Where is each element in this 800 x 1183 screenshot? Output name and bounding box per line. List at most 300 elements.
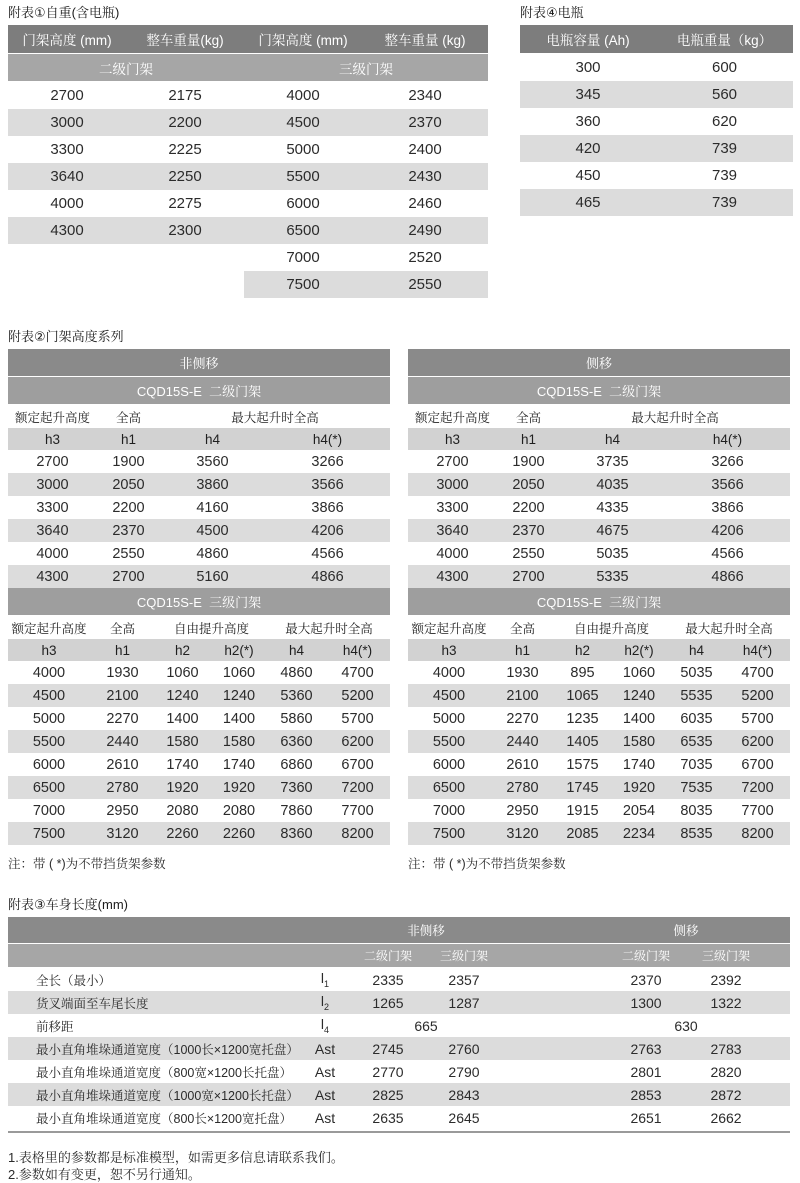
table-row [520, 54, 793, 82]
table-row [8, 968, 790, 992]
table-group-header-row [8, 944, 790, 968]
mast-sideshift-block [408, 349, 790, 872]
table-cell: 1240 [155, 684, 210, 707]
mast-nonsideshift-three-stage-table [8, 588, 390, 845]
table-cell: 2780 [90, 776, 155, 799]
footnote: 注：带 ( *)为不带挡货架参数 [8, 857, 166, 871]
table-cell: 2520 [408, 249, 442, 266]
table-cell: 5860 [280, 710, 313, 727]
table-row [8, 776, 390, 799]
table-cell: 5700 [341, 710, 374, 727]
table-row [8, 450, 390, 473]
table-cell: 600 [711, 59, 738, 76]
table-cell: 1060 [622, 664, 656, 681]
table-cell: 3566 [665, 473, 790, 496]
table-row [8, 730, 390, 753]
table-cell: 2085 [555, 822, 610, 845]
table-cell: 2645 [448, 1109, 480, 1126]
table-cell: 2651 [630, 1109, 662, 1126]
table-cell: 4300 [408, 565, 497, 588]
table-cell: 最小直角堆垛通道宽度（1000长×1200宽托盘） [8, 1037, 300, 1060]
table-group-header-row [8, 405, 390, 429]
table-cell: $l_1$ [320, 970, 330, 989]
table-cell [502, 991, 606, 1014]
band-label: 侧移 [606, 917, 766, 944]
table-row [8, 244, 488, 271]
table-group-header-row [408, 405, 790, 429]
band-label: CQD15S-E 二级门架 [8, 377, 390, 405]
footer-notes [8, 1149, 792, 1183]
table-row [8, 707, 390, 730]
table-cell: 2783 [686, 1037, 766, 1060]
table-cell: 2950 [106, 802, 139, 819]
table-cell: 3566 [265, 473, 390, 496]
column-header: h2 [555, 639, 610, 661]
table-cell: 1740 [222, 756, 256, 773]
column-header: h4(*) [665, 428, 790, 450]
table-cell: 2200 [512, 499, 545, 516]
table-cell [502, 1014, 606, 1037]
table-row [8, 1060, 790, 1083]
column-header: 门架高度 (mm) [8, 25, 126, 54]
table-cell: 3866 [311, 499, 344, 516]
table-cell: 2801 [630, 1063, 662, 1080]
band-spacer [8, 944, 350, 968]
table-cell: 1900 [112, 453, 145, 470]
table-cell: 1740 [622, 756, 656, 773]
table-cell: 2760 [426, 1037, 502, 1060]
table-cell: 7500 [244, 271, 362, 298]
band-spacer [502, 944, 606, 968]
table-cell: 7035 [680, 756, 713, 773]
table-cell: 1930 [106, 664, 139, 681]
table-cell [502, 968, 606, 992]
table-cell: 3300 [436, 499, 469, 516]
table-cell: 4000 [36, 545, 69, 562]
table-cell: 2250 [126, 163, 244, 190]
table-cell: 8200 [725, 822, 790, 845]
table-cell: 560 [656, 81, 793, 108]
group-header: 二级门架 [606, 944, 686, 968]
table-cell: 1920 [610, 776, 668, 799]
table4-title: 附表④电瓶 [520, 5, 584, 20]
table-cell: 7860 [280, 802, 313, 819]
table-cell: 4300 [8, 217, 126, 244]
table-cell [502, 1037, 606, 1060]
table-cell: 2440 [90, 730, 155, 753]
band-label: 非侧移 [8, 349, 390, 377]
table-cell: 2340 [408, 87, 442, 104]
table-row [408, 799, 790, 822]
table-cell: 5500 [8, 730, 90, 753]
group-header: 全高 [497, 405, 560, 429]
table-cell: 3000 [8, 109, 126, 136]
table-cell: 7500 [8, 822, 90, 845]
table-cell: 6000 [32, 756, 66, 773]
table-row [408, 473, 790, 496]
column-header: h1 [490, 639, 555, 661]
table-row [8, 991, 790, 1014]
model-band [8, 588, 390, 616]
table-cell [8, 271, 126, 298]
footer-note-line: 1.表格里的参数都是标准模型，如需更多信息请联系我们。 [8, 1150, 344, 1165]
table-cell: 2635 [372, 1109, 404, 1126]
column-header: h2(*) [610, 639, 668, 661]
table-cell: 2550 [512, 545, 545, 562]
table-cell: 7000 [432, 802, 466, 819]
group-header: 全高 [97, 405, 160, 429]
group-header: 最大起升时全高 [160, 405, 390, 429]
table-row [408, 661, 790, 684]
table-cell: 6500 [244, 217, 362, 244]
table-cell: 6860 [280, 756, 313, 773]
table-cell: 4500 [160, 519, 265, 542]
table-cell: 2392 [710, 971, 742, 988]
column-header: 整车重量(kg) [126, 25, 244, 54]
table-cell: 3640 [8, 519, 97, 542]
section-band [408, 349, 790, 377]
table-cell: 4000 [286, 87, 320, 104]
table-cell: 3266 [711, 453, 744, 470]
table-cell: 全长（最小） [36, 973, 112, 988]
table-cell: 8535 [668, 822, 725, 845]
table-row [8, 684, 390, 707]
model-band [408, 377, 790, 405]
table-row [408, 822, 790, 845]
table-cell [766, 991, 790, 1014]
table-cell: $l_4$ [320, 1016, 330, 1035]
table-cell: Ast [300, 1083, 350, 1106]
table-row [8, 799, 390, 822]
footer-note-line: 2.参数如有变更，恕不另行通知。 [8, 1167, 201, 1182]
table-cell: 货叉端面至车尾长度 [8, 991, 300, 1014]
table-cell: 620 [711, 113, 738, 130]
column-header: h4(*) [725, 639, 790, 661]
table-cell: 5500 [244, 163, 362, 190]
table-header-row [408, 428, 790, 450]
table-cell: 2054 [622, 802, 656, 819]
column-header: h3 [408, 639, 490, 661]
table-row [8, 542, 390, 565]
table-cell: 2700 [97, 565, 160, 588]
table-cell [502, 1083, 606, 1106]
group-header: 额定起升高度 [408, 405, 497, 429]
table-cell: 4160 [196, 499, 229, 516]
table-cell: 6200 [325, 730, 390, 753]
table-cell: 4566 [711, 545, 744, 562]
table-cell: 7200 [325, 776, 390, 799]
table-cell: 8035 [680, 802, 713, 819]
table-cell: 4000 [32, 664, 66, 681]
table-cell: 3866 [711, 499, 744, 516]
group-header: 全高 [490, 616, 555, 640]
table-cell: 4335 [596, 499, 629, 516]
table-cell: 5335 [560, 565, 665, 588]
section-band [8, 917, 790, 944]
table-row [408, 707, 790, 730]
table-cell: 3266 [311, 453, 344, 470]
group-header: 额定起升高度 [8, 616, 90, 640]
table-cell: 3000 [8, 473, 97, 496]
table-cell: 1400 [622, 710, 656, 727]
table-cell: 2270 [106, 710, 139, 727]
table-cell: 3300 [36, 499, 69, 516]
table-cell: 2440 [490, 730, 555, 753]
table-row [520, 135, 793, 162]
table-cell: 1235 [566, 710, 599, 727]
table-cell [502, 1060, 606, 1083]
table-cell: 6000 [286, 195, 320, 212]
group-header: 最大起升时全高 [268, 616, 390, 640]
column-header: h2 [155, 639, 210, 661]
table3-title: 附表③车身长度(mm) [8, 897, 128, 912]
table-cell: 4206 [265, 519, 390, 542]
table-cell: 2745 [350, 1037, 426, 1060]
model-band [8, 377, 390, 405]
table-row [408, 753, 790, 776]
band-label: CQD15S-E 三级门架 [408, 588, 790, 616]
table-cell: 6200 [725, 730, 790, 753]
table-cell: 3640 [408, 519, 497, 542]
group-header: 最大起升时全高 [560, 405, 790, 429]
table1-title: 附表①自重(含电瓶) [8, 5, 120, 20]
table-cell: 2270 [506, 710, 539, 727]
table-cell: 2100 [90, 684, 155, 707]
table-cell: 2763 [606, 1037, 686, 1060]
table-cell: 2700 [36, 453, 69, 470]
table-cell: 665 [414, 1017, 438, 1034]
table-cell: 6535 [668, 730, 725, 753]
table-cell: 1300 [606, 991, 686, 1014]
column-header: h3 [8, 428, 97, 450]
table-cell: 最小直角堆垛通道宽度（800宽×1200长托盘） [36, 1065, 292, 1080]
table-cell: 2080 [166, 802, 199, 819]
table-cell: 前移距 [36, 1019, 74, 1034]
table-group-header-row [8, 54, 488, 82]
group-header: 三级门架 [686, 944, 766, 968]
table-cell: 2700 [497, 565, 560, 588]
table-group-header-row [8, 616, 390, 640]
table-bottom-rule [8, 1131, 790, 1133]
table-cell: 2080 [222, 802, 256, 819]
table-header-row [8, 428, 390, 450]
table-cell: 5700 [741, 710, 774, 727]
table-cell: 6035 [680, 710, 713, 727]
table-cell: 1580 [210, 730, 268, 753]
group-header: 自由提升高度 [155, 616, 268, 640]
table-cell: 1580 [155, 730, 210, 753]
mast-height-section [8, 349, 792, 872]
table-cell: 2260 [155, 822, 210, 845]
band-label: CQD15S-E 二级门架 [408, 377, 790, 405]
table-row [8, 163, 488, 190]
table-cell [766, 1083, 790, 1106]
table-cell [126, 271, 244, 298]
table-cell: 630 [674, 1017, 698, 1034]
table-cell [766, 1060, 790, 1083]
column-header: h1 [97, 428, 160, 450]
table-cell: 739 [656, 135, 793, 162]
table-row [8, 109, 488, 136]
table-row [520, 108, 793, 135]
table-cell: 739 [656, 189, 793, 216]
table-cell: 7360 [268, 776, 325, 799]
table-cell: 420 [520, 135, 656, 162]
table-cell: 7000 [286, 249, 320, 266]
column-header: h4(*) [325, 639, 390, 661]
column-header: h3 [408, 428, 497, 450]
table-cell: 1405 [555, 730, 610, 753]
mast-sideshift-three-stage-table [408, 588, 790, 845]
table-cell: 7200 [725, 776, 790, 799]
table-cell: 4300 [8, 565, 97, 588]
column-header: h4(*) [265, 428, 390, 450]
table-cell: 2872 [686, 1083, 766, 1106]
table-cell: 2770 [372, 1063, 404, 1080]
mast-sideshift-two-stage-table [408, 349, 790, 588]
table-cell: 6500 [408, 776, 490, 799]
table-cell: 4035 [560, 473, 665, 496]
table-cell: 2357 [448, 971, 480, 988]
table-cell: 4000 [50, 195, 84, 212]
table-cell: 6700 [741, 756, 774, 773]
table-cell: 4866 [665, 565, 790, 588]
band-label: 侧移 [408, 349, 790, 377]
table-cell: 2050 [97, 473, 160, 496]
table-row [8, 753, 390, 776]
group-header: 额定起升高度 [8, 405, 97, 429]
table-cell: 465 [520, 189, 656, 216]
table-row [8, 1083, 790, 1106]
table-cell: 1060 [166, 664, 199, 681]
table-cell: 895 [570, 664, 595, 681]
column-header: 门架高度 (mm) [244, 25, 362, 54]
table-cell: 1920 [155, 776, 210, 799]
column-header: h3 [8, 639, 90, 661]
table-cell: 4566 [311, 545, 344, 562]
table-cell: $l_2$ [300, 991, 350, 1014]
table-cell: 3860 [160, 473, 265, 496]
table-cell: 8360 [268, 822, 325, 845]
table-cell: 1060 [222, 664, 256, 681]
table-cell: 4500 [244, 109, 362, 136]
table-row [8, 661, 390, 684]
table-cell: 4500 [8, 684, 90, 707]
table-row [8, 136, 488, 163]
table-cell: 3120 [490, 822, 555, 845]
table-cell: 2200 [126, 109, 244, 136]
table-cell: 1322 [686, 991, 766, 1014]
table-row [408, 776, 790, 799]
table-cell: 6000 [432, 756, 466, 773]
table-row [408, 684, 790, 707]
band-spacer [766, 944, 790, 968]
table-cell: 6360 [268, 730, 325, 753]
table-cell: 5535 [668, 684, 725, 707]
table-cell: 2430 [362, 163, 488, 190]
band-label: CQD15S-E 三级门架 [8, 588, 390, 616]
table-cell [766, 1106, 790, 1129]
table-cell: 1400 [166, 710, 199, 727]
group-header: 额定起升高度 [408, 616, 490, 640]
table-cell: 2400 [408, 141, 442, 158]
table-cell: 7500 [408, 822, 490, 845]
table-cell: 5000 [432, 710, 466, 727]
table-cell: 5000 [32, 710, 66, 727]
table-cell [766, 1037, 790, 1060]
table-cell: 4860 [196, 545, 229, 562]
table-cell: 2853 [606, 1083, 686, 1106]
table-cell: 1240 [610, 684, 668, 707]
table-cell: 360 [575, 113, 601, 130]
table-cell: 2370 [497, 519, 560, 542]
table-cell: 3300 [50, 141, 84, 158]
table-row [8, 565, 390, 588]
table-cell: 2175 [168, 87, 202, 104]
table-row [8, 1037, 790, 1060]
table-row [408, 496, 790, 519]
column-header: 电瓶重量（kg） [656, 25, 793, 54]
table-cell: Ast [314, 1109, 336, 1126]
table-cell: 2843 [426, 1083, 502, 1106]
table-cell: 5035 [596, 545, 629, 562]
table-cell: 450 [575, 167, 601, 184]
table-row [8, 1106, 790, 1129]
table-cell: 4500 [408, 684, 490, 707]
table-cell: 4866 [265, 565, 390, 588]
table-cell: 6700 [341, 756, 374, 773]
table-cell: 1240 [210, 684, 268, 707]
table-cell: 1740 [166, 756, 199, 773]
band-spacer [766, 917, 790, 944]
table-cell: 300 [575, 59, 601, 76]
model-band [408, 588, 790, 616]
table-row [520, 81, 793, 108]
table-cell: 7000 [32, 802, 66, 819]
table-cell: 3735 [596, 453, 629, 470]
table-row [8, 82, 488, 110]
table-cell [766, 968, 790, 992]
table-cell: 3560 [196, 453, 229, 470]
column-header: 电瓶容量 (Ah) [520, 25, 656, 54]
group-header: 全高 [90, 616, 155, 640]
column-header: h2(*) [210, 639, 268, 661]
table-cell: 2550 [112, 545, 145, 562]
table-cell: 2700 [436, 453, 469, 470]
table-cell: 7535 [668, 776, 725, 799]
table-cell: 1900 [512, 453, 545, 470]
battery-block [520, 6, 793, 216]
mast-nonsideshift-block [8, 349, 390, 872]
table-cell [8, 244, 126, 271]
table-row [408, 542, 790, 565]
table-cell: 2460 [408, 195, 442, 212]
group-header: 二级门架 [350, 944, 426, 968]
table-cell: 2100 [490, 684, 555, 707]
table-cell: 4860 [280, 664, 313, 681]
table-cell: 2490 [362, 217, 488, 244]
table-cell: 2335 [372, 971, 404, 988]
table-header-row [8, 25, 488, 54]
table-cell: 2234 [610, 822, 668, 845]
table-cell: 2225 [168, 141, 202, 158]
table-cell: 4000 [436, 545, 469, 562]
top-section [8, 6, 792, 298]
table-row [8, 217, 488, 244]
table-cell: 2370 [97, 519, 160, 542]
table-cell: 4700 [341, 664, 374, 681]
table-cell: 1265 [350, 991, 426, 1014]
